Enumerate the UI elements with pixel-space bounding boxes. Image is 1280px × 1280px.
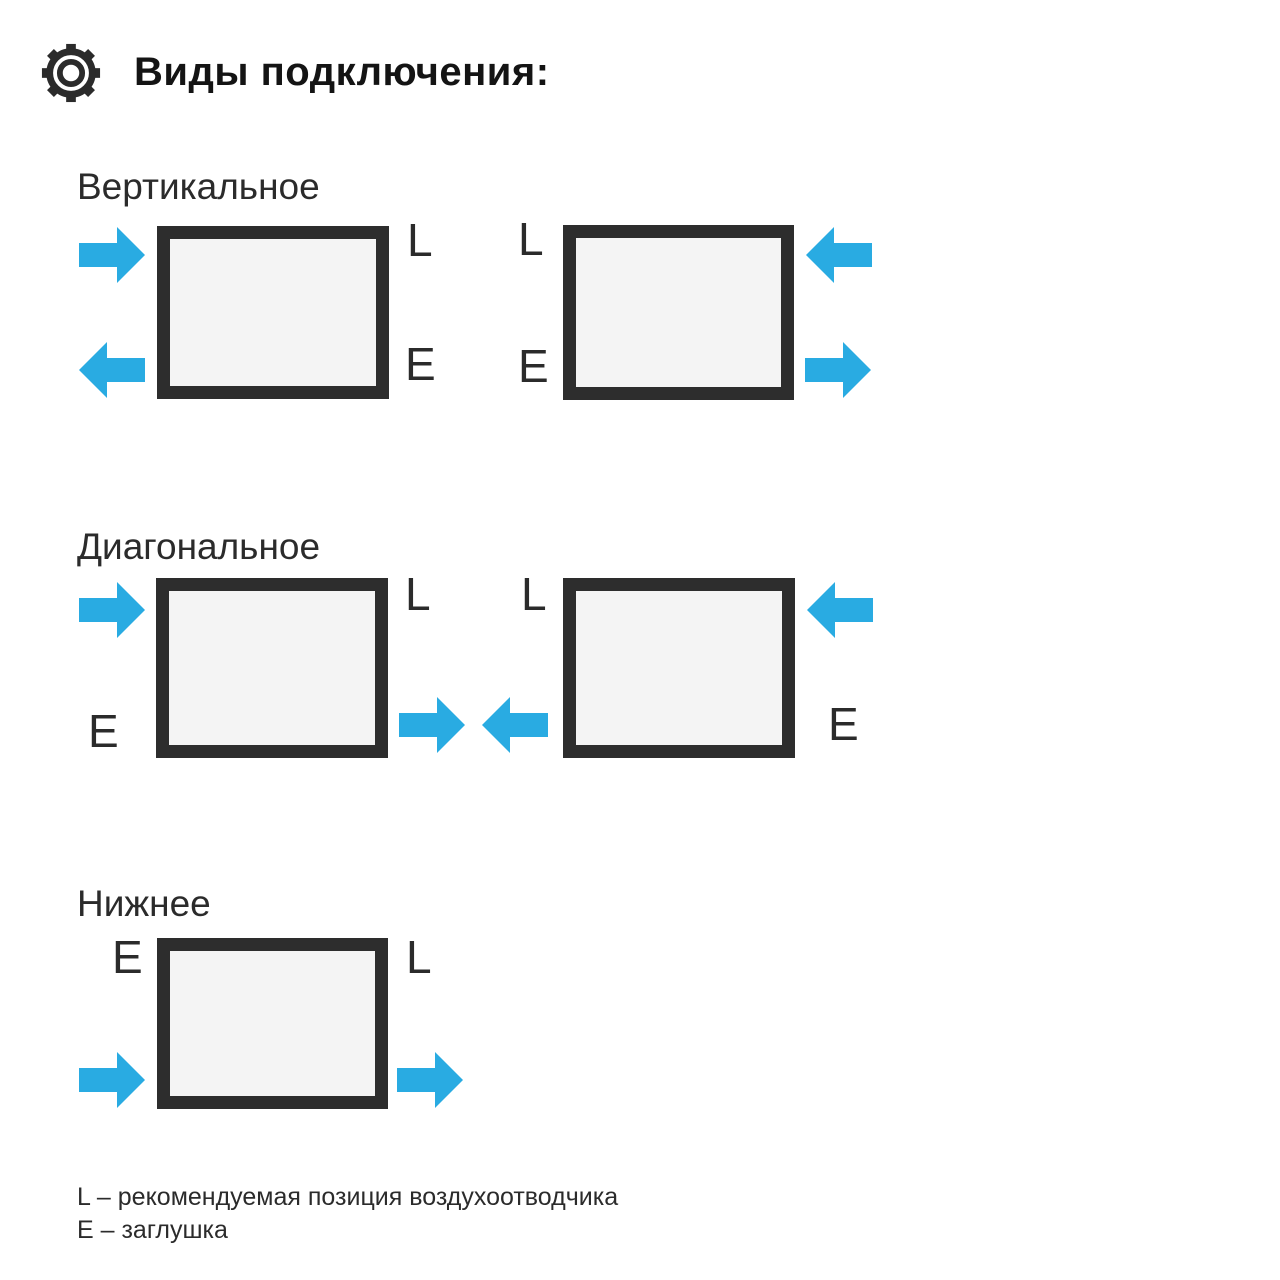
position-label-L: L	[518, 213, 544, 265]
arrow-right-icon	[79, 582, 145, 638]
position-label-E: E	[405, 338, 436, 390]
position-label-L: L	[406, 931, 432, 983]
section-title-vertical: Вертикальное	[77, 166, 320, 207]
position-label-E: E	[828, 698, 859, 750]
radiator-rect	[563, 578, 795, 758]
section-title-bottom: Нижнее	[77, 883, 211, 924]
arrow-right-icon	[399, 697, 465, 753]
radiator-rect	[156, 578, 388, 758]
arrow-left-icon	[807, 582, 873, 638]
position-label-E: E	[112, 931, 143, 983]
arrow-left-icon	[806, 227, 872, 283]
position-label-E: E	[518, 340, 549, 392]
arrow-right-icon	[805, 342, 871, 398]
radiator-rect	[157, 938, 388, 1109]
position-label-L: L	[407, 214, 433, 266]
legend	[77, 1181, 618, 1247]
arrow-right-icon	[79, 227, 145, 283]
arrow-left-icon	[482, 697, 548, 753]
position-label-L: L	[405, 568, 431, 620]
arrow-right-icon	[397, 1052, 463, 1108]
legend-line-L: L – рекомендуемая позиция воздухоотводчика	[77, 1183, 619, 1211]
section-title-diagonal: Диагональное	[77, 526, 321, 567]
radiator-rect	[563, 225, 794, 400]
legend-line-E: E – заглушка	[77, 1216, 228, 1244]
arrow-left-icon	[79, 342, 145, 398]
page-title: Виды подключения:	[134, 50, 550, 94]
arrow-right-icon	[79, 1052, 145, 1108]
gear-icon	[40, 42, 102, 104]
position-label-L: L	[521, 568, 547, 620]
radiator-rect	[157, 226, 389, 399]
position-label-E: E	[88, 705, 119, 757]
